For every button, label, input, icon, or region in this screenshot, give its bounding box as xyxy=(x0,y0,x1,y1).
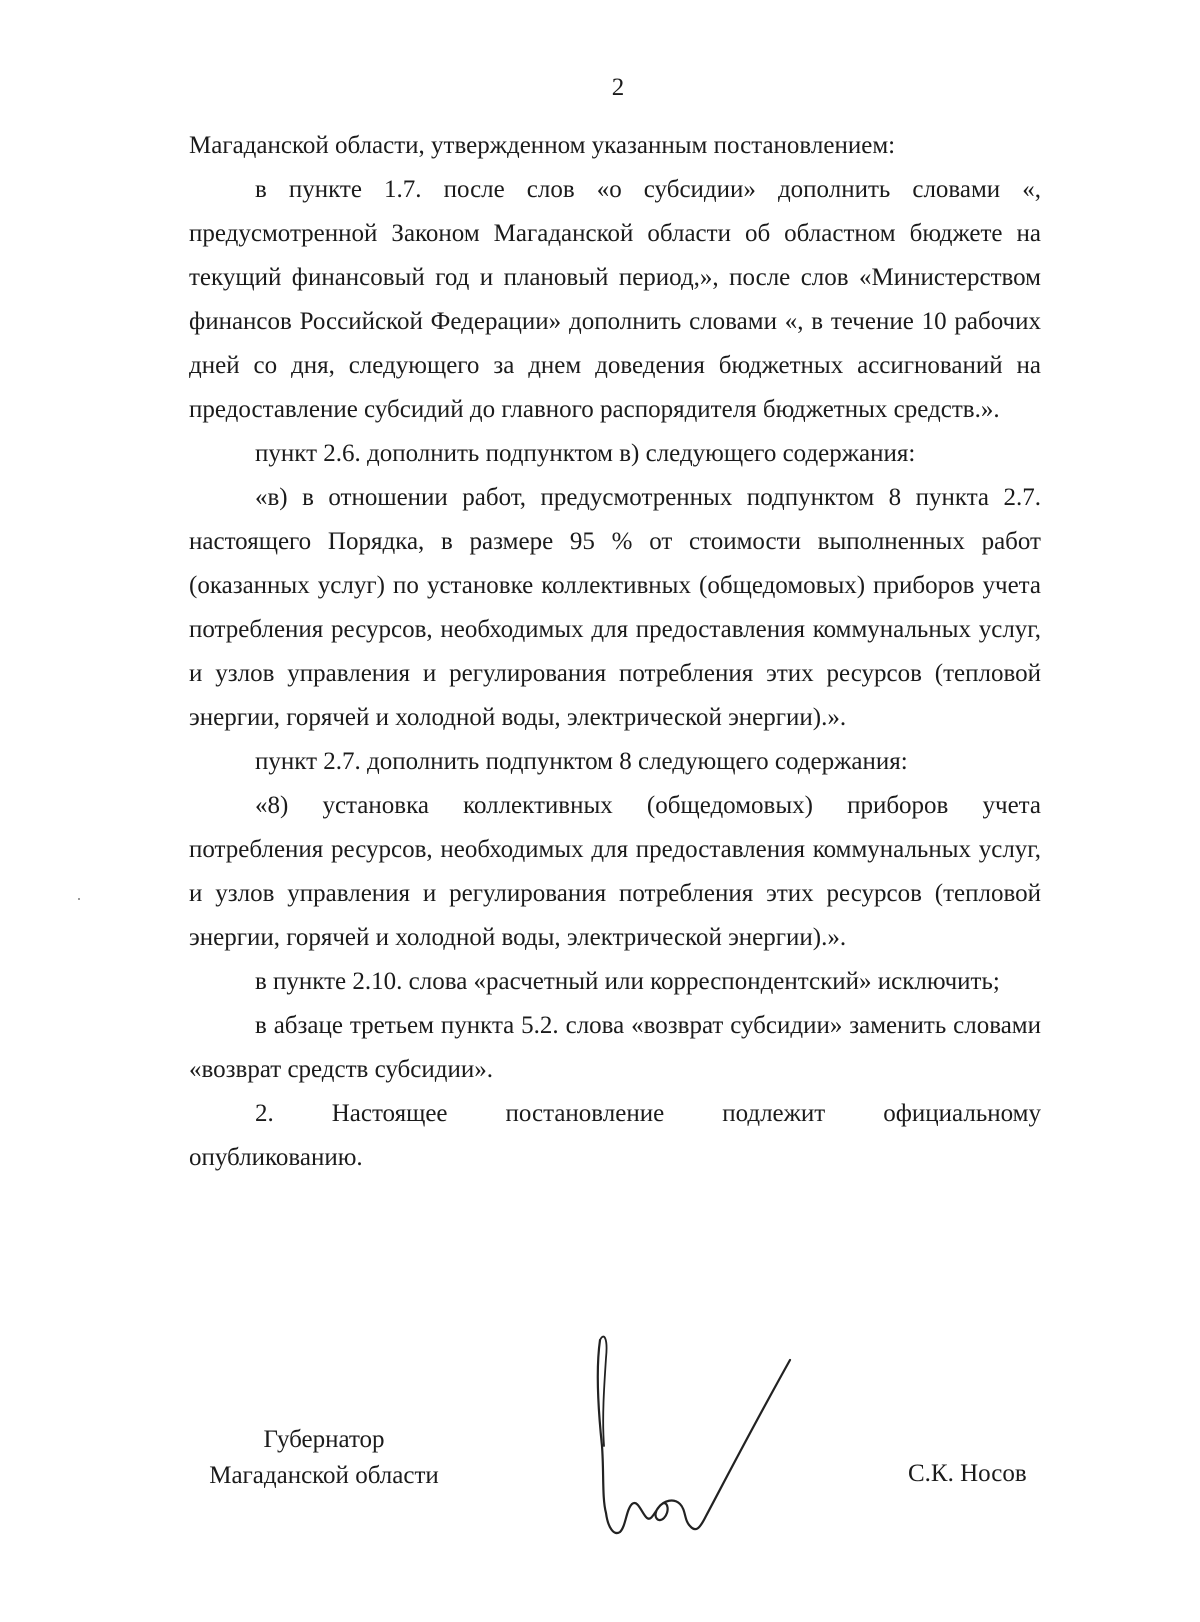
paragraph-item-2-6: пункт 2.6. дополнить подпунктом в) следующего содержания: xyxy=(255,440,916,467)
signature-title-line: Губернатор xyxy=(263,1426,385,1453)
paragraph-item-2-10: в пункте 2.10. слова «расчетный или корреспондентский» исключить; xyxy=(255,968,1000,995)
paragraph-item-5-2: в абзаце третьем пункта 5.2. слова «возврат субсидии» заменить словами «возврат средств субсидии». xyxy=(189,1012,1041,1083)
paragraph-publication xyxy=(189,1092,1041,1136)
publication-word: Настоящее xyxy=(331,1100,448,1127)
page-number: 2 xyxy=(611,74,625,101)
handwritten-signature-icon xyxy=(592,1328,817,1543)
publication-word: подлежит xyxy=(722,1100,826,1127)
signature-title xyxy=(189,1422,459,1494)
publication-word: постановление xyxy=(505,1100,665,1127)
signature-title-line: Магаданской области xyxy=(209,1462,439,1489)
publication-word: официальному xyxy=(883,1100,1041,1127)
paragraph-item-2-7-text: «8) установка коллективных (общедомовых) приборов учета потребления ресурсов, необходимых для предоставления коммунальных услуг, и узлов управления и регулирования потребления этих ресурсов (тепловой энергии, горячей и холодной воды, электрической энергии).». xyxy=(189,792,1041,951)
publication-word: 2. xyxy=(255,1100,274,1127)
paragraph-item-2-6-text: «в) в отношении работ, предусмотренных подпунктом 8 пункта 2.7. настоящего Порядка, в размере 95 % от стоимости выполненных работ (оказанных услуг) по установке коллективных (общедомовых) приборов учета потребления ресурсов, необходимых для предоставления коммунальных услуг, и узлов управления и регулирования потребления этих ресурсов (тепловой энергии, горячей и холодной воды, электрической энергии).». xyxy=(189,484,1041,731)
scan-speck xyxy=(78,898,80,900)
paragraph-item-2-7: пункт 2.7. дополнить подпунктом 8 следующего содержания: xyxy=(255,748,908,775)
signer-name: С.К. Носов xyxy=(908,1460,1027,1487)
paragraph-publication-end: опубликованию. xyxy=(189,1144,363,1171)
document-body xyxy=(189,124,1041,1180)
paragraph-continuation: Магаданской области, утвержденном указанным постановлением: xyxy=(189,132,896,159)
paragraph-item-1-7: в пункте 1.7. после слов «о субсидии» дополнить словами «, предусмотренной Законом Магаданской области об областном бюджете на текущий финансовый год и плановый период,», после слов «Министерством финансов Российской Федерации» дополнить словами «, в течение 10 рабочих дней со дня, следующего за днем доведения бюджетных ассигнований на предоставление субсидий до главного распорядителя бюджетных средств.». xyxy=(189,176,1041,423)
